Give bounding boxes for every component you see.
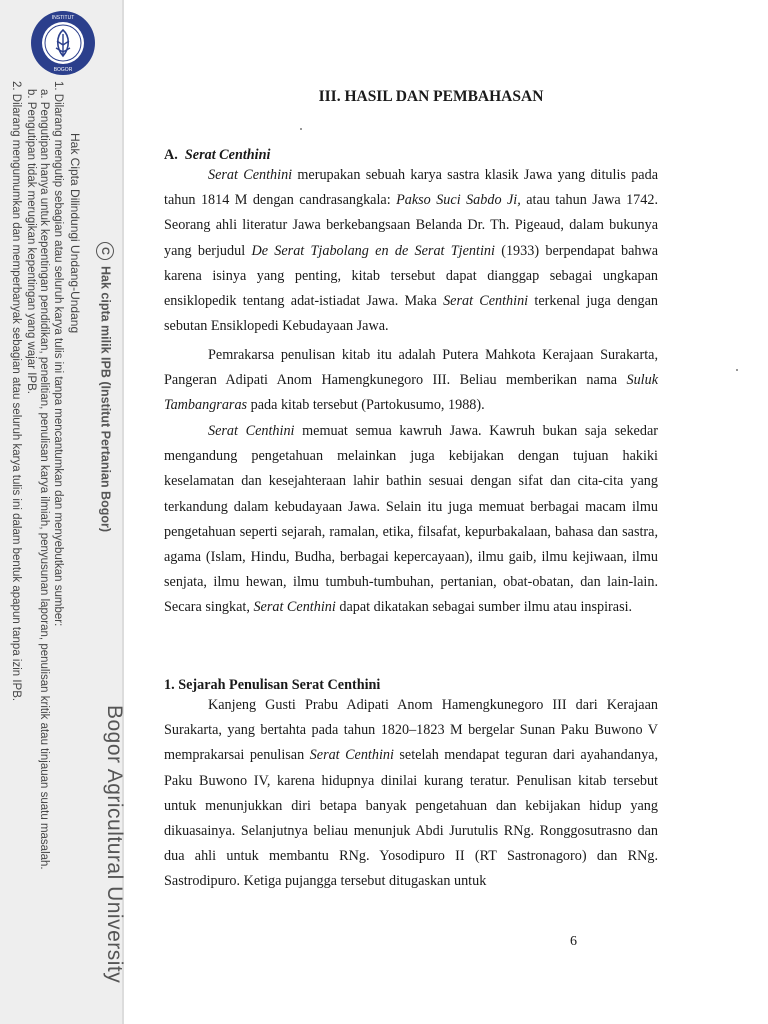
p2-text-1: Pemrakarsa penulisan kitab itu adalah Putera Mahkota Kerajaan Surakarta, Pangeran Adipati Anom Hamengkunegoro III. Beliau memberikan nama (164, 347, 658, 389)
chapter-title: III. HASIL DAN PEMBAHASAN (318, 88, 544, 105)
copyright-icon: C (96, 242, 114, 260)
p1-text-3: (1933) berpendapat bahwa karena isinya yang penting, kitab tersebut dapat dianggap sebagai ungkapan ensiklopedik tentang adat-istiadat Jawa. Maka (164, 242, 658, 310)
watermark-notice-1: 1. Dilarang mengutip sebagian atau seluruh karya tulis ini tanpa mencantumkan dan menyebutkan sumber: (52, 81, 64, 627)
copyright-owner-text: Hak cipta milik IPB (Institut Pertanian Bogor) (98, 266, 113, 533)
p1-text-2: atau tahun Jawa 1742. Seorang ahli literatur Jawa berkebangsaan Belanda Dr. Th. Pigeaud, dalam bukunya yang berjudul (164, 192, 658, 259)
section-a-label: A. (164, 147, 178, 163)
p3-italic-1: Serat Centhini (208, 423, 295, 439)
p3-text-1: memuat semua kawruh Jawa. Kawruh bukan saja sekedar mengandung pengetahuan melainkan juga kebijakan dengan tujuan hakiki keselamatan dan kesejahteraan lahir bathin sesuai dengan sifat dan cita-cita yang terkandung dalam kebudayaan Jawa. Selain itu juga memuat berbagai macam ilmu pengetahuan seperti sejarah, ramalan, etika, filsafat, kepurbakalaan, bahasa dan sastra, agama (Islam, Hindu, Budha, berbagai kepercayaan), ilmu gaib, ilmu kejiwaan, ilmu senjata, ilmu hewan, ilmu tumbuh-tumbuhan, pertanian, obat-obatan, dan lain-lain. Secara singkat, (164, 423, 658, 616)
p4-text-1: Kanjeng Gusti Prabu Adipati Anom Hamengkunegoro III dari Kerajaan Surakarta, yang bertahta pada tahun 1820–1823 M bergelar Sunan Paku Buwono V memprakarsai penulisan (164, 697, 658, 764)
p1-text-4: terkenal juga dengan sebutan Ensiklopedi Kebudayaan Jawa. (164, 293, 658, 335)
watermark-sidebar (0, 0, 124, 1024)
p4-italic-1: Serat Centhini (309, 747, 394, 764)
p1-italic-4: Serat Centhini (443, 293, 529, 310)
paragraph-2 (164, 343, 658, 419)
watermark-university: Bogor Agricultural University (103, 705, 126, 984)
scan-speck (736, 369, 738, 371)
section-a-title: Serat Centhini (184, 147, 271, 163)
p1-italic-3: De Serat Tjabolang en de Serat Tjentini (251, 242, 495, 259)
p1-italic-1: Serat Centhini (208, 167, 293, 183)
page-number: 6 (570, 934, 577, 949)
p4-text-2: setelah mendapat teguran dari ayahandanya, Paku Buwono IV, karena hidupnya dinilai kurang teratur. Penulisan kitab tersebut untuk menunjukkan diri betapa banyak pengetahuan dan kebijakan hidup yang dikuasainya. Selanjutnya beliau menunjuk Abdi Jurutulis RNg. Ronggosutrasno dan dua ahli untuk membantu RNg. Yosodipuro II (RT Sastronagoro) dan RNg. Sastrodipuro. Ketiga pujangga tersebut ditugaskan untuk (164, 747, 659, 890)
watermark-copyright-owner (96, 242, 114, 532)
p3-italic-2: Serat Centhini (253, 599, 336, 616)
svg-text:BOGOR: BOGOR (53, 67, 73, 73)
scan-speck (300, 128, 302, 130)
paragraph-3 (164, 419, 658, 621)
watermark-notice-heading: Hak Cipta Dilindungi Undang-Undang (68, 133, 82, 334)
p3-text-2: dapat dikatakan sebagai sumber ilmu atau inspirasi. (335, 599, 633, 616)
ipb-seal-logo (30, 10, 96, 76)
watermark-notice-2: 2. Dilarang mengumumkan dan memperbanyak sebagian atau seluruh karya tulis ini dalam bentuk apapun tanpa izin IPB. (10, 81, 22, 702)
section-1-heading: 1. Sejarah Penulisan Serat Centhini (164, 677, 381, 693)
p1-italic-2: Pakso Suci Sabdo Ji, (396, 192, 521, 209)
paragraph-4 (164, 693, 658, 895)
svg-text:INSTITUT: INSTITUT (51, 15, 75, 21)
p2-text-2: pada kitab tersebut (Partokusumo, 1988). (247, 397, 485, 414)
p2-italic-1: Suluk Tambangraras (164, 372, 658, 414)
p1-text-1: merupakan sebuah karya sastra klasik Jawa yang ditulis pada tahun 1814 M dengan candrasangkala: (164, 167, 658, 209)
watermark-notice-1a: a. Pengutipan hanya untuk kepentingan pendidikan, penelitian, penulisan karya ilmiah, penyusunan laporan, penulisan kritik atau tinjauan suatu masalah. (38, 89, 50, 870)
paragraph-1 (164, 163, 658, 339)
watermark-notice-1b: b. Pengutipan tidak merugikan kepentingan yang wajar IPB. (25, 89, 37, 394)
